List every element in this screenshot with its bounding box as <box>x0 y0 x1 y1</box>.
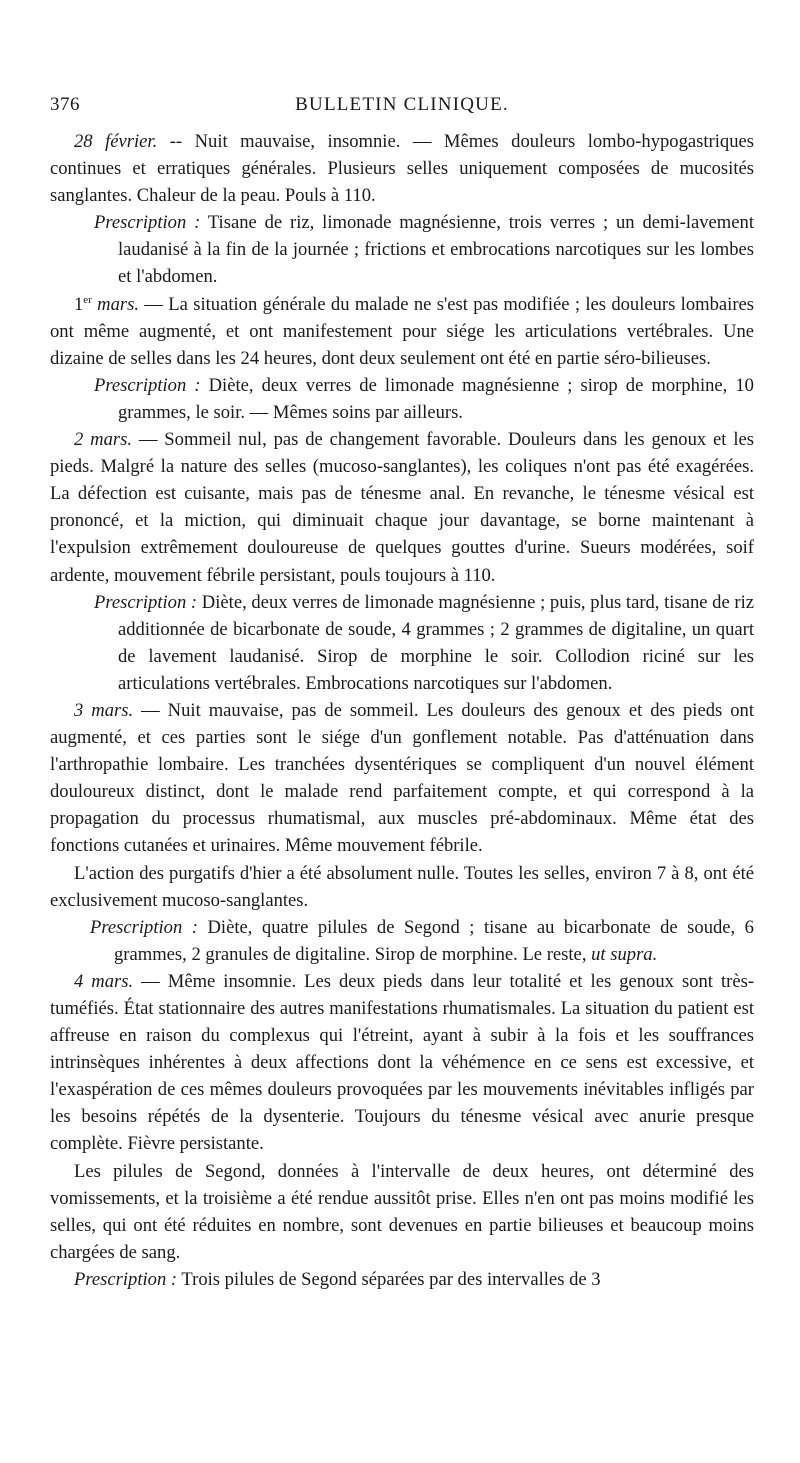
prescription-3-mars <box>90 914 754 968</box>
prescription-text: Diète, quatre pilules de Segond ; tisane au bicarbonate de soude, 6 grammes, 2 granules de digitaline. Sirop de morphine. Le reste, <box>114 916 754 965</box>
entry-28-fevrier <box>50 128 754 209</box>
prescription-text: Trois pilules de Segond séparées par des intervalles de 3 <box>177 1268 601 1290</box>
entry-3-mars <box>50 697 754 860</box>
entry-text: — La situation générale du malade ne s'est pas modifiée ; les douleurs lombaires ont même augmenté, et ont manifestement pour siége les articulations vertébrales. Une dizaine de selles dans les 24 heures, dont deux seulement ont été en partie séro-bilieuses. <box>50 293 755 369</box>
entry-date: 3 mars. <box>74 699 134 721</box>
paragraph-text: Les pilules de Segond, données à l'intervalle de deux heures, ont déterminé des vomissements, et la troisième a été rendue aussitôt prise. Elles n'en ont pas moins modifié les selles, qui ont été réduites en nombre, sont devenues en partie bilieuses et beaucoup moins chargées de sang. <box>50 1160 754 1263</box>
entry-text: — Même insomnie. Les deux pieds dans leur totalité et les genoux sont très-tuméfiés. État stationnaire des autres manifestations rhumatismales. La situation du patient est affreuse en raison du complexus qui l'étreint, ayant à subir à la fois et les souffrances intrinsèques inhérentes à deux affections dont la véhémence en ce sens est excessive, et l'exaspération de ces mêmes douleurs provoquées par les mouvements inévitables infligés par les besoins répétés de la dysenterie. Toujours du ténesme vésical avec anurie presque complète. Fièvre persistante. <box>50 970 755 1155</box>
prescription-4-mars <box>50 1266 754 1293</box>
prescription-tail: ut supra. <box>591 943 658 965</box>
prescription-label: Prescription : <box>74 1268 178 1290</box>
paragraph-text: L'action des purgatifs d'hier a été absolument nulle. Toutes les selles, environ 7 à 8, ont été exclusivement mucoso-sanglantes. <box>50 862 754 911</box>
running-head: BULLETIN CLINIQUE. <box>295 94 509 115</box>
paragraph-pilules <box>50 1158 754 1266</box>
entry-4-mars <box>50 968 754 1158</box>
page-header <box>50 90 754 120</box>
entry-text: — Sommeil nul, pas de changement favorable. Douleurs dans les genoux et les pieds. Malgré la nature des selles (mucoso-sanglantes), les coliques n'ont pas été exagérées. La défection est cuisante, mais pas de ténesme anal. En revanche, le ténesme vésical est prononcé, et la miction, qui diminuait chaque jour davantage, se borne maintenant à l'expulsion extrêmement douloureuse de quelques gouttes d'urine. Sueurs modérées, soif ardente, mouvement fébrile persistant, pouls toujours à 110. <box>50 429 754 586</box>
prescription-label: Prescription : <box>90 916 198 938</box>
prescription-text: Diète, deux verres de limonade magnésienne ; puis, plus tard, tisane de riz additionnée de bicarbonate de soude, 4 grammes ; 2 grammes de digitaline, un quart de lavement laudanisé. Sirop de morphine le soir. Collodion riciné sur les articulations vertébrales. Embrocations narcotiques sur l'abdomen. <box>118 591 754 694</box>
entry-1-mars <box>50 291 754 372</box>
prescription-28-fevrier <box>94 209 754 290</box>
entry-text: -- Nuit mauvaise, insomnie. — Mêmes douleurs lombo-hypogastriques continues et erratiques générales. Plusieurs selles uniquement composées de mucosités sanglantes. Chaleur de la peau. Pouls à 110. <box>50 131 754 207</box>
prescription-label: Prescription : <box>94 374 201 396</box>
entry-date: 4 mars. <box>74 970 134 992</box>
prescription-2-mars <box>94 589 754 697</box>
entry-date-superscript: er <box>83 293 92 306</box>
body-text <box>50 128 754 1293</box>
prescription-text: Diète, deux verres de limonade magnésienne ; sirop de morphine, 10 grammes, le soir. — Mêmes soins par ailleurs. <box>118 374 754 423</box>
entry-date: 28 février. <box>74 131 158 152</box>
prescription-label: Prescription : <box>94 591 198 613</box>
prescription-text: Tisane de riz, limonade magnésienne, trois verres ; un demi-lavement laudanisé à la fin de la journée ; frictions et embrocations narcotiques sur les lombes et l'abdomen. <box>118 212 754 288</box>
entry-date: mars. <box>91 293 140 315</box>
page-number: 376 <box>50 94 80 115</box>
prescription-label: Prescription : <box>94 212 201 234</box>
paragraph-purgatifs <box>50 860 754 914</box>
entry-2-mars <box>50 426 754 589</box>
entry-text: — Nuit mauvaise, pas de sommeil. Les douleurs des genoux et des pieds ont augmenté, et ces parties sont le siége d'un gonflement notable. Pas d'atténuation dans l'arthropathie lombaire. Les tranchées dysentériques se compliquent d'un nouvel élément douloureux distinct, dont le malade rend parfaitement compte, et qui correspond à la propagation du processus rhumatismal, aux muscles pré-abdominaux. Même état des fonctions cutanées et urinaires. Même mouvement fébrile. <box>50 699 754 857</box>
prescription-1-mars <box>94 372 754 426</box>
entry-date-number: 1 <box>74 293 84 315</box>
entry-date: 2 mars. <box>74 429 132 451</box>
